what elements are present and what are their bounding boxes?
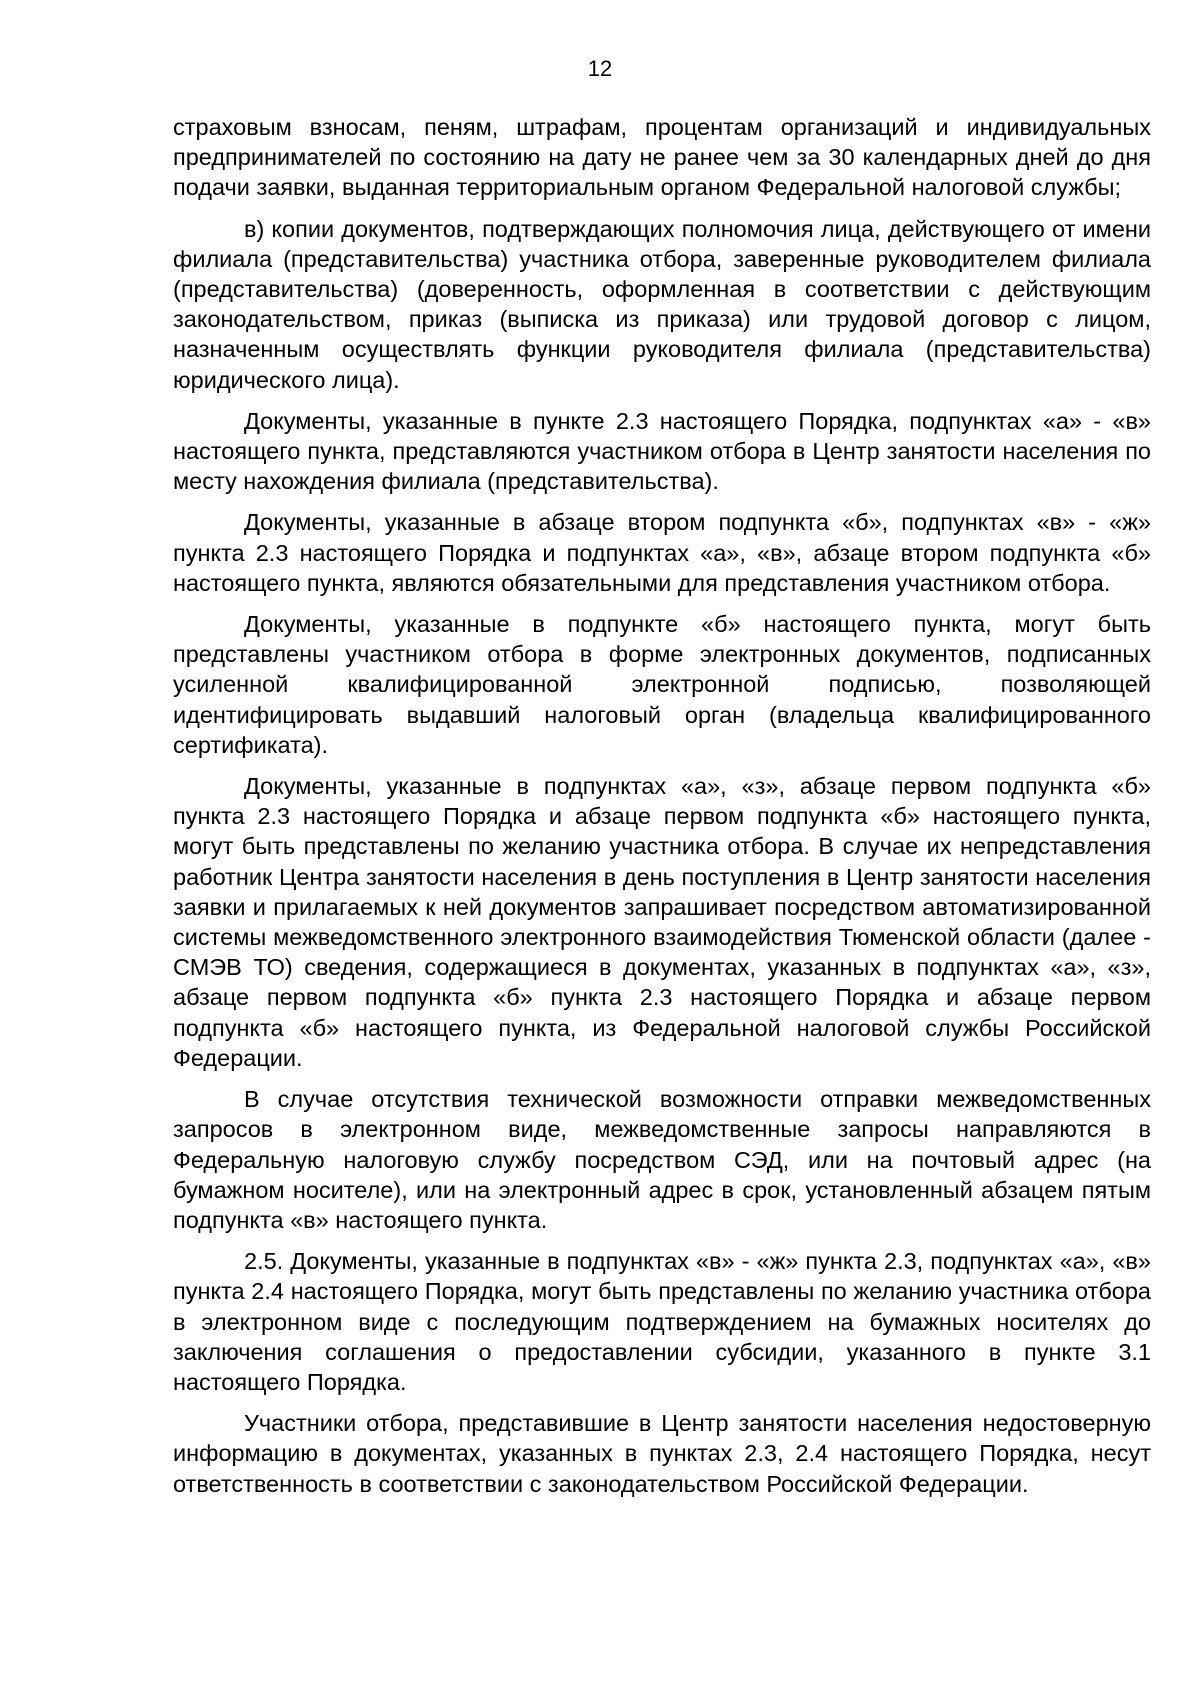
paragraph-subitem-v-authority-documents: в) копии документов, подтверждающих полномочия лица, действующего от имени филиала (представительства) участника отбора, заверенные руководителем филиала (представительства) (доверенность, оформленная в соответствии с действующим законодательством, приказ (выписка из приказа) или трудовой договор с лицом, назначенным осуществлять функции руководителя филиала (представительства) юридического лица). (173, 215, 1151, 393)
paragraph-tax-certificate: страховым взносам, пеням, штрафам, процентам организаций и индивидуальных предпринимателей по состоянию на дату не ранее чем за 30 календарных дней до дня подачи заявки, выданная территориальным органом Федеральной налоговой службы; (173, 114, 1151, 201)
paragraph-item-2-5: 2.5. Документы, указанные в подпунктах «в» - «ж» пункта 2.3, подпунктах «а», «в» пункта 2.4 настоящего Порядка, могут быть представлены по желанию участника отбора в электронном виде с последующим подтверждением на бумажных носителях до заключения соглашения о предоставлении субсидии, указанного в пункте 3.1 настоящего Порядка. (173, 1248, 1151, 1395)
paragraph-optional-documents-smev: Документы, указанные в подпунктах «а», «з», абзаце первом подпункта «б» пункта 2.3 настоящего Порядка и абзаце первом подпункта «б» настоящего пункта, могут быть представлены по желанию участника отбора. В случае их непредставления работник Центра занятости населения в день поступления в Центр занятости населения заявки и прилагаемых к ней документов запрашивает посредством автоматизированной системы межведомственного электронного взаимодействия Тюменской области (далее - СМЭВ ТО) сведения, содержащиеся в документах, указанных в подпунктах «а», «з», абзаце первом подпункта «б» пункта 2.3 настоящего Порядка и абзаце первом подпункта «б» настоящего пункта, из Федеральной налоговой службы Российской Федерации. (173, 773, 1151, 1071)
paragraph-electronic-documents: Документы, указанные в подпункте «б» настоящего пункта, могут быть представлены участником отбора в форме электронных документов, подписанных усиленной квалифицированной электронной подписью, позволяющей идентифицировать выдавший налоговый орган (владельца квалифицированного сертификата). (173, 611, 1151, 758)
page-number: 12 (587, 56, 613, 81)
document-body (173, 112, 1151, 1510)
paragraph-responsibility: Участники отбора, представившие в Центр занятости населения недостоверную информацию в документах, указанных в пунктах 2.3, 2.4 настоящего Порядка, несут ответственность в соответствии с законодательством Российской Федерации. (173, 1410, 1151, 1497)
paragraph-documents-submission-place: Документы, указанные в пункте 2.3 настоящего Порядка, подпунктах «а» - «в» настоящего пункта, представляются участником отбора в Центр занятости населения по месту нахождения филиала (представительства). (173, 407, 1151, 495)
paragraph-paper-requests: В случае отсутствия технической возможности отправки межведомственных запросов в электронном виде, межведомственные запросы направляются в Федеральную налоговую службу посредством СЭД, или на почтовый адрес (на бумажном носителе), или на электронный адрес в срок, установленный абзацем пятым подпункта «в» настоящего пункта. (173, 1086, 1151, 1233)
paragraph-mandatory-documents: Документы, указанные в абзаце втором подпункта «б», подпунктах «в» - «ж» пункта 2.3 настоящего Порядка и подпунктах «а», «в», абзаце втором подпункта «б» настоящего пункта, являются обязательными для представления участником отбора. (173, 509, 1151, 596)
